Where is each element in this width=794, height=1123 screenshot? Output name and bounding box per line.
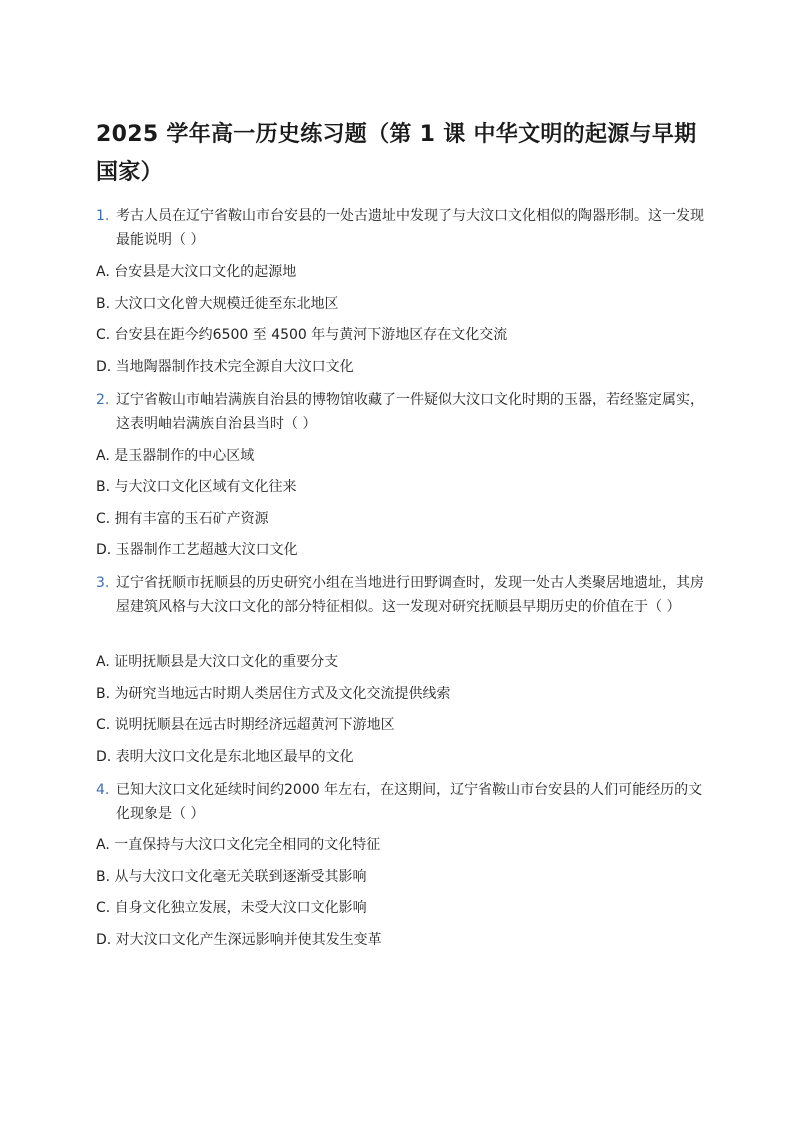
option-d: D. 表明大汶口文化是东北地区最早的文化	[96, 749, 354, 765]
option-d: D. 当地陶器制作技术完全源自大汶口文化	[96, 359, 354, 375]
option-b: B. 为研究当地远古时期人类居住方式及文化交流提供线索	[96, 686, 451, 702]
question-number: 2.	[96, 392, 110, 408]
option-c: C. 自身文化独立发展，未受大汶口文化影响	[96, 900, 367, 916]
option-a: A. 台安县是大汶口文化的起源地	[96, 264, 297, 280]
question-text: 已知大汶口文化延续时间约2000 年左右，在这期间，辽宁省鞍山市台安县的人们可能经历的文化现象是（ ）	[116, 782, 703, 822]
option-b: B. 从与大汶口文化毫无关联到逐渐受其影响	[96, 869, 367, 885]
option-b: B. 大汶口文化曾大规模迁徙至东北地区	[96, 296, 339, 312]
question-4	[96, 778, 706, 826]
question-text: 辽宁省抚顺市抚顺县的历史研究小组在当地进行田野调查时，发现一处古人类聚居地遗址，其房屋建筑风格与大汶口文化的部分特征相似。这一发现对研究抚顺县早期历史的价值在于（ ）	[116, 575, 704, 615]
option-c: C. 拥有丰富的玉石矿产资源	[96, 511, 269, 527]
question-text: 考古人员在辽宁省鞍山市台安县的一处古遗址中发现了与大汶口文化相似的陶器形制。这一发现最能说明（ ）	[116, 208, 704, 248]
question-2	[96, 388, 706, 436]
question-1	[96, 204, 706, 252]
question-number: 1.	[96, 208, 110, 224]
document-title: 2025 学年高一历史练习题（第 1 课 中华文明的起源与早期国家）	[96, 122, 697, 185]
question-text: 辽宁省鞍山市岫岩满族自治县的博物馆收藏了一件疑似大汶口文化时期的玉器，若经鉴定属实，这表明岫岩满族自治县当时（ ）	[116, 392, 704, 432]
option-a: A. 一直保持与大汶口文化完全相同的文化特征	[96, 837, 381, 853]
question-3	[96, 571, 706, 619]
question-number: 3.	[96, 575, 110, 591]
question-number: 4.	[96, 782, 110, 798]
option-d: D. 对大汶口文化产生深远影响并使其发生变革	[96, 932, 382, 948]
option-d: D. 玉器制作工艺超越大汶口文化	[96, 542, 298, 558]
option-b: B. 与大汶口文化区域有文化往来	[96, 479, 297, 495]
option-c: C. 说明抚顺县在远古时期经济远超黄河下游地区	[96, 717, 395, 733]
option-a: A. 证明抚顺县是大汶口文化的重要分支	[96, 654, 339, 670]
option-a: A. 是玉器制作的中心区域	[96, 448, 255, 464]
option-c: C. 台安县在距今约6500 至 4500 年与黄河下游地区存在文化交流	[96, 327, 508, 343]
